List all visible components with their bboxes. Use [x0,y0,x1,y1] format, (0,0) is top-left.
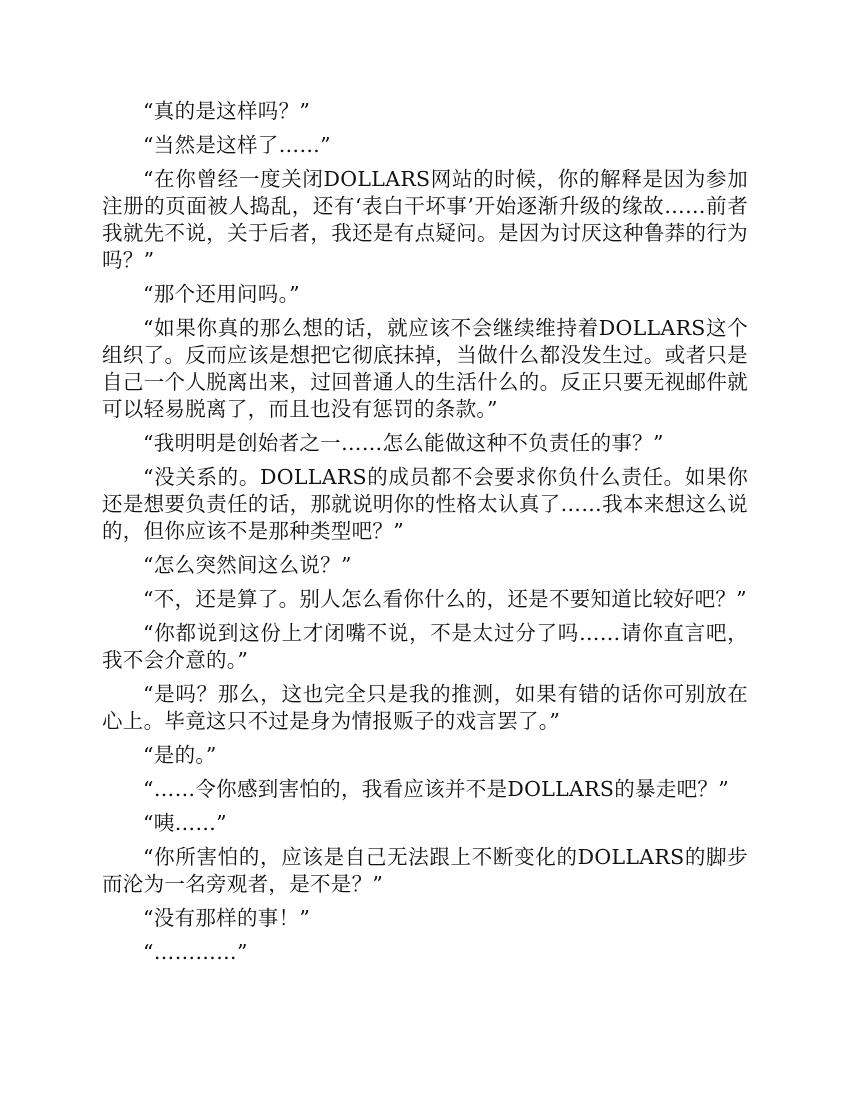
paragraph: “是的。” [143,743,217,767]
paragraph: “在你曾经一度关闭DOLLARS网站的时候，你的解释是因为参加注册的页面被人捣乱，还有‘表白干坏事’开始逐渐升级的缘故……前者我就先不说，关于后者，我还是有点疑问。是因为讨厌这种鲁莽的行为吗？” [102,167,748,272]
paragraph: “……令你感到害怕的，我看应该并不是DOLLARS的暴走吧？” [143,777,730,801]
paragraph: “我明明是创始者之一……怎么能做这种不负责任的事？” [143,431,664,455]
paragraph: “你都说到这份上才闭嘴不说，不是太过分了吗……请你直言吧，我不会介意的。” [102,621,748,672]
paragraph: “真的是这样吗？” [143,99,311,123]
paragraph: “咦……” [143,811,227,835]
paragraph: “…………” [143,940,248,964]
paragraph: “没关系的。DOLLARS的成员都不会要求你负什么责任。如果你还是想要负责任的话，那就说明你的性格太认真了……我本来想这么说的，但你应该不是那种类型吧？” [102,465,748,543]
paragraph: “如果你真的那么想的话，就应该不会继续维持着DOLLARS这个组织了。反而应该是想把它彻底抹掉，当做什么都没发生过。或者只是自己一个人脱离出来，过回普通人的生活什么的。反正只要无视邮件就可以轻易脱离了，而且也没有惩罚的条款。” [102,316,748,421]
paragraph: “没有那样的事！” [143,906,311,930]
paragraph: “你所害怕的，应该是自己无法跟上不断变化的DOLLARS的脚步而沦为一名旁观者，是不是？” [102,845,748,896]
paragraph: “怎么突然间这么说？” [143,553,352,577]
paragraph: “不，还是算了。别人怎么看你什么的，还是不要知道比较好吧？” [143,587,747,611]
paragraph: “是吗？那么，这也完全只是我的推测，如果有错的话你可别放在心上。毕竟这只不过是身为情报贩子的戏言罢了。” [102,682,748,733]
paragraph: “那个还用问吗。” [143,282,300,306]
document-body [102,98,748,973]
paragraph: “当然是这样了……” [143,133,331,157]
